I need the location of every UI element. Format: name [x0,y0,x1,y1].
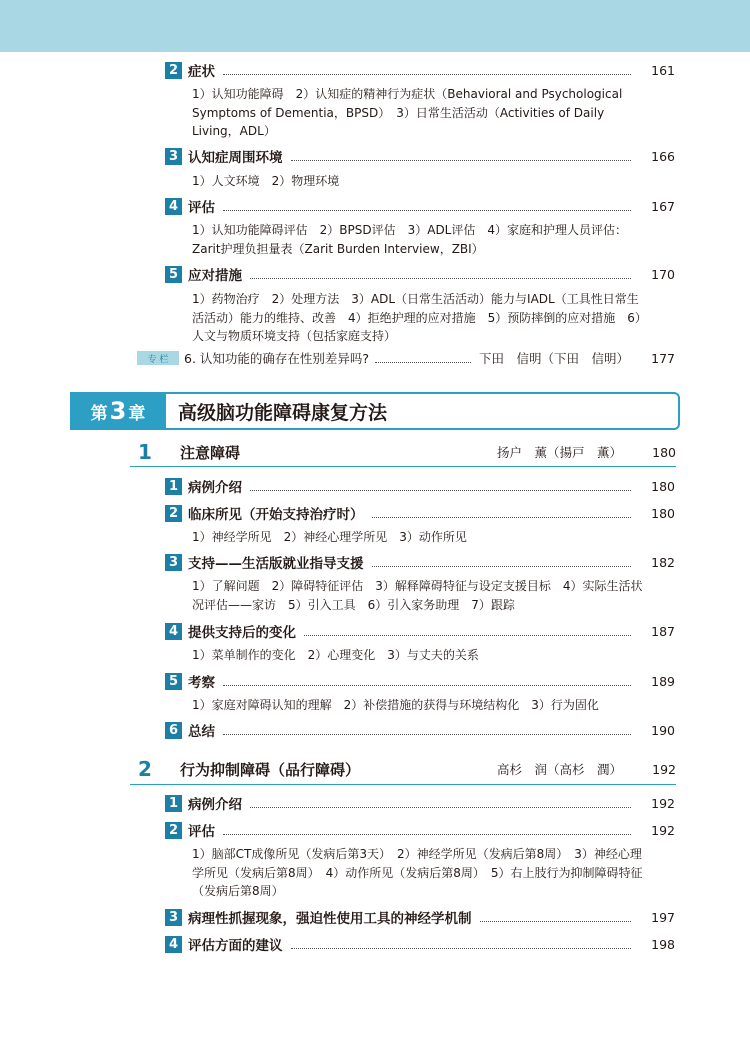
dot-leader [291,939,632,949]
dot-leader [223,201,631,211]
section-number: 2 [165,62,182,79]
part-title: 行为抑制障碍（品行障碍） [180,760,361,779]
section-title: 支持——生活版就业指导支援 [188,556,364,572]
divider [130,466,676,467]
dot-leader [480,912,632,922]
page-number: 187 [651,623,675,639]
page-number: 197 [651,909,675,925]
column-title: 6. 认知功能的确存在性别差异吗? [184,351,370,366]
page-number: 192 [651,822,675,838]
section-number: 4 [165,936,182,953]
page-number: 180 [651,505,675,521]
chapter-title: 高级脑功能障碍康复方法 [178,402,388,424]
section-title: 评估方面的建议 [188,938,283,954]
page-number: 161 [651,62,675,78]
dot-leader [223,676,631,686]
page-number: 190 [651,722,675,738]
section-title: 病例介绍 [188,480,242,496]
dot-leader [304,626,631,636]
section-number: 2 [165,505,182,522]
toc-entry[interactable] [165,934,675,954]
page-number: 192 [652,761,676,777]
toc-part-heading[interactable] [138,758,676,780]
section-number: 4 [165,198,182,215]
chapter-label [70,392,166,430]
dot-leader [372,508,632,518]
toc-entry[interactable] [165,476,675,496]
part-number: 2 [138,757,152,781]
page-number: 182 [651,554,675,570]
toc-entry-column[interactable] [184,348,675,368]
dot-leader [223,825,631,835]
toc-entry[interactable] [165,907,675,927]
section-title: 病理性抓握现象，强迫性使用工具的神经学机制 [188,911,472,927]
dot-leader [223,725,631,735]
part-author: 扬户 薰（揚戸 薫） [496,445,622,460]
part-number: 1 [138,440,152,464]
chapter-number: 3 [109,397,127,425]
chapter-label-prefix: 第 [90,403,108,424]
section-subitems: 1）认知功能障碍 2）认知症的精神行为症状（Behavioral and Psychological Symptoms of Dementia，BPSD） 3）日常生活活动（Activities of Daily Living，ADL） [192,87,623,138]
section-subitems: 1）人文环境 2）物理环境 [192,174,340,188]
page-number: 192 [651,795,675,811]
section-number: 6 [165,722,182,739]
section-subitems: 1）脑部CT成像所见（发病后第3天） 2）神经学所见（发病后第8周） 3）神经心理学所见（发病后第8周） 4）动作所见（发病后第8周） 5）右上肢行为抑制障碍特征（发病后第8周） [192,847,643,898]
section-number: 5 [165,673,182,690]
dot-leader [375,353,471,363]
section-number: 3 [165,148,182,165]
section-title: 提供支持后的变化 [188,625,296,641]
page-number: 177 [651,350,675,366]
section-title: 认知症周围环境 [188,150,283,166]
column-author: 下田 信明（下田 信明） [478,351,629,366]
page-number: 180 [651,478,675,494]
section-number: 3 [165,554,182,571]
toc-entry[interactable] [165,621,675,641]
toc-part-heading[interactable] [138,441,676,463]
toc-entry[interactable] [165,503,675,523]
page-number: 189 [651,673,675,689]
dot-leader [223,65,631,75]
toc-entry[interactable] [165,196,675,216]
dot-leader [250,481,631,491]
toc-entry[interactable] [165,671,675,691]
page-number: 170 [651,266,675,282]
header-band [0,0,750,52]
section-number: 2 [165,822,182,839]
section-subitems: 1）家庭对障碍认知的理解 2）补偿措施的获得与环境结构化 3）行为固化 [192,698,599,712]
section-title: 评估 [188,824,215,840]
section-number: 5 [165,266,182,283]
section-number: 1 [165,795,182,812]
column-tag: 专 栏 [137,351,179,365]
toc-entry[interactable] [165,720,675,740]
toc-entry[interactable] [165,264,675,284]
page-number: 180 [652,444,676,460]
section-number: 3 [165,909,182,926]
section-subitems: 1）了解问题 2）障碍特征评估 3）解释障碍特征与设定支援目标 4）实际生活状况评估——家访 5）引入工具 6）引入家务助理 7）跟踪 [192,579,643,612]
section-title: 病例介绍 [188,797,242,813]
toc-entry[interactable] [165,146,675,166]
dot-leader [250,269,631,279]
section-subitems: 1）药物治疗 2）处理方法 3）ADL（日常生活活动）能力与IADL（工具性日常生活活动）能力的维持、改善 4）拒绝护理的应对措施 5）预防摔倒的应对措施 6）人文与物质环境支持（包括家庭支持） [192,292,641,343]
dot-leader [372,557,632,567]
divider [130,784,676,785]
toc-entry[interactable] [165,552,675,572]
toc-entry[interactable] [165,820,675,840]
toc-entry[interactable] [165,793,675,813]
section-title: 考察 [188,675,215,691]
section-subitems: 1）菜单制作的变化 2）心理变化 3）与丈夫的关系 [192,648,479,662]
section-title: 临床所见（开始支持治疗时） [188,507,364,523]
page-number: 166 [651,148,675,164]
section-title: 应对措施 [188,268,242,284]
part-author: 高杉 润（高杉 潤） [496,762,622,777]
toc-entry[interactable] [165,60,675,80]
page-number: 167 [651,198,675,214]
section-subitems: 1）认知功能障碍评估 2）BPSD评估 3）ADL评估 4）家庭和护理人员评估：Zarit护理负担量表（Zarit Burden Interview，ZBI） [192,223,628,256]
section-title: 评估 [188,200,215,216]
chapter-label-suffix: 章 [128,403,146,424]
page-number: 198 [651,936,675,952]
dot-leader [291,151,632,161]
section-number: 4 [165,623,182,640]
part-title: 注意障碍 [180,443,241,462]
dot-leader [250,798,631,808]
section-subitems: 1）神经学所见 2）神经心理学所见 3）动作所见 [192,530,467,544]
section-title: 症状 [188,64,215,80]
section-number: 1 [165,478,182,495]
section-title: 总结 [188,724,215,740]
